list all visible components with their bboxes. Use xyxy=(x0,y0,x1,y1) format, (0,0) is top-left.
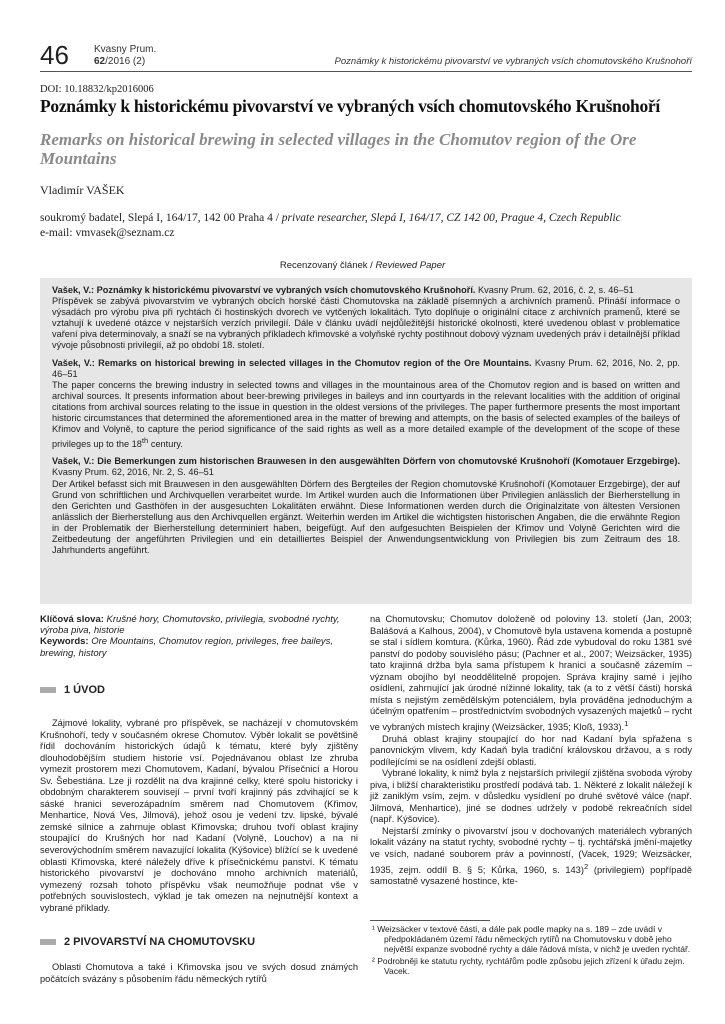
abstract-english-heading: Vašek, V.: Remarks on historical brewing in selected villages in the Chomutov region of the Ore Mountains. xyxy=(52,357,532,368)
right-column xyxy=(370,614,692,888)
section-1-paragraph: Zájmové lokality, vybrané pro příspěvek, se nacházejí v chomutovském Krušnohoří, tedy v současném okrese Chomutov. Výběr lokalit se povětšině řídil dochováním historických údajů k tématu, které byly zjištěny dlouhodobějším studiem historie vsí. Pojednávanou oblast lze zhruba vymezit prostorem mezi Chomutovem, Kadaní, bývalou Přísečnicí a Horou Sv. Šebestiána. Lze ji rozdělit na dva krajinné celky, které spolu historicky i obdobným charakterem souvisejí – první tvoří krajinný pás zdvihající se k sáské hranici severozápadním směrem nad Chomutovem (Křimov, Menhartice, Nová Ves, Jilmová), jehož osou je vedení tzv. lipské, bývalé zemské silnice a zahrnuje oblast Křimovska; druhou tvoří oblast krajiny stoupající do Krušných hor nad Kadaní (Volyně, Louchov) a na ni severovýchodním směrem navazující lokalita (Kýšovice) blížící se k uvedené oblasti Křimovska, které náležely dříve k přísečnickému panství. K tématu historického pivovarství je dochováno mnoho archivních materiálů, vymezený rozsah tohoto příspěvku však neumožňuje podnat vše v potřebných souvislostech, výklad je tak omezen na nejnutnější kontext a vybrané příklady. xyxy=(40,718,358,913)
abstract-german-text: Der Artikel befasst sich mit Brauwesen in den ausgewählten Dörfern des Bergteiles der Region chomutovské Krušnohoří (Komotauer Erzgebirge), der auf Grund von schriftlichen und Archivquellen verarbeitet wurde. Im Artikel wurden auch die Informationen über Privilegien anlässlich der Bierherstellung in den Gerichten und Gasthöfen in der ausgesuchten Lokalitäten erwähnt. Diese Informationen werden durch die Originalzitate von ältesten Versionen anlässlich der Bierherstellung aus den Archivquellen ergänzt. Weiterhin werden im Artikel die wichtigsten historischen Angaben, die die erwähnte Region in der Problematik der Bierherstellung determiniert haben, beigefügt. Auf den aufgesuchten Beispielen der Křimov und Volyně Gerichten wird die Zeitbedeutung der angeführten Privilegien und ein detailliertes Beispiel der Anwendungsentwicklung von Privilegien bis zum Zeitraum des 18. Jahrhunderts angeführt. xyxy=(52,478,680,556)
section-heading-1-text: 1 ÚVOD xyxy=(64,684,105,696)
page-number: 46 xyxy=(40,40,69,70)
affiliation xyxy=(40,211,700,241)
keywords-czech xyxy=(40,614,360,636)
journal-issue-number: /2016 (2) xyxy=(105,56,146,67)
email: e-mail: vmvasek@seznam.cz xyxy=(40,227,175,239)
right-paragraph-4 xyxy=(370,826,692,888)
abstract-english-text: The paper concerns the brewing industry in selected towns and villages in the mountainous area of the Chomutov region and is based on written and archival sources. It presents information about beer-brewing privileges in baileys and inn courtyards in the relevant localities with the addition of original citations from archival sources relating to the issue in question in the oldest versions of the privileges. The paper furthermore presents the most important historic circumstances that determined the aforementioned area in the matter of brewing and attempts, on the basis of selected examples of the baileys of Křimov and Volyně, to capture the period significance of the said rights as well as a more detailed example of the development of the scope of these privileges up to the 18 xyxy=(52,379,680,450)
abstract-english-end: century. xyxy=(148,439,183,450)
section-heading-2 xyxy=(40,936,255,948)
section-1-text xyxy=(40,718,358,914)
reviewed-czech: Recenzovaný článek / xyxy=(279,260,376,271)
right-paragraph-4-end: (privilegiem) popřípadě samostatně vysazené hostince, kte- xyxy=(370,864,692,887)
doi: DOI: 10.18832/kp2016006 xyxy=(40,84,154,95)
affiliation-czech: soukromý badatel, Slepá I, 164/17, 142 00 Praha 4 / xyxy=(40,212,282,224)
section-heading-2-text: 2 PIVOVARSTVÍ NA CHOMUTOVSKU xyxy=(64,936,256,948)
abstract-english-superscript: th xyxy=(141,436,149,446)
abstract-czech xyxy=(52,285,680,352)
abstract-box xyxy=(40,278,692,604)
abstract-czech-text: Příspěvek se zabývá pivovarstvím ve vybraných obcích horské části Chomutovska na základě písemných a archivních pramenů. Přináší informace o výsadách pro výrobu piva při rychtách či hostinských dvorech ve vytčených lokalitách. Tyto doplňuje o originální citace z archivních pramenů, které se vztahují k uvedené otázce v nejstarších verzích privilegií. Dále v článku uvádí nejdůležitější historické okolnosti, které uvedenou oblast v problematice vaření piva determinovaly, a snaží se na vybraných příkladech křimovské a volyňské rychty postihnout dobový význam uvedených práv i detailnější příklad vývoje působnosti privilegií, až po období 18. století. xyxy=(52,296,680,351)
abstract-czech-ref: Kvasny Prum. 62, 2016, č. 2, s. 46–51 xyxy=(475,285,634,295)
heading-bar xyxy=(40,939,56,945)
right-paragraph-2: Druhá oblast krajiny stoupající do hor nad Kadaní byla spřažena s panovnickým vlivem, kdy Kadaň byla tradiční královskou državou, a s rody podílejícími se na osídlení zdejší oblasti. xyxy=(370,733,692,767)
footnote-1: ¹ Weizsäcker v textové části, a dále pak podle mapky na s. 189 – zde uvádí v předpokládaném území řádu německých rytířů na Chomutovsku v době jeho největší expanze svobodné rychty a dále řádová místa, v nichž je uveden rychtář. xyxy=(372,924,691,954)
title-czech: Poznámky k historickému pivovarství ve vybraných vsích chomutovského Krušnohoří xyxy=(40,96,660,116)
keywords-english xyxy=(40,636,360,658)
keywords-english-text: Ore Mountains, Chomutov region, privileges, free baileys, brewing, history xyxy=(40,636,334,659)
abstract-german-ref: Kvasny Prum. 62, 2016, Nr. 2, S. 46–51 xyxy=(52,467,214,478)
keywords-czech-label: Klíčová slova: xyxy=(40,614,104,625)
footnote-divider xyxy=(370,920,490,921)
footnote-2: ² Podrobněji ke statutu rychty, rychtářům podle způsobu jejich zřízení k úřadu zejm. Vacek. xyxy=(372,956,685,976)
abstract-czech-heading: Vašek, V.: Poznámky k historickému pivovarství ve vybraných vsích chomutovského Krušnohoří. xyxy=(52,285,476,295)
journal-name: Kvasny Prum. xyxy=(94,44,157,55)
journal-issue xyxy=(94,56,156,68)
footnote-ref-1: 1 xyxy=(624,718,629,728)
header-divider xyxy=(40,71,692,72)
abstract-german-heading: Vašek, V.: Die Bemerkungen zum historischen Brauwesen in den ausgewählten Dörfern von chomutovské Krušnohoří (Komotauer Erzgebirge). xyxy=(52,456,680,467)
heading-bar xyxy=(40,687,56,693)
abstract-english-ref: Kvasny Prum. 62, 2016, No. 2, pp. 46–51 xyxy=(52,357,680,379)
right-paragraph-4-text: Nejstarší zmínky o pivovarství jsou v dochovaných materiálech vybraných lokalit vázány na statut rychty, svobodné rychty – tj. rychtářská jmění-majetky ve vsích, nadané souborem práv a povinností, (Vacek, 1929; Weizsäcker, 1935, zejm. oddíl B. § 5; Kůrka, 1960, s. 143) xyxy=(370,825,692,875)
author: Vladimír VAŠEK xyxy=(40,183,125,197)
footnote-ref-2: 2 xyxy=(583,861,589,871)
keywords xyxy=(40,614,360,659)
abstract-german xyxy=(52,456,680,556)
abstract-english xyxy=(52,358,680,451)
reviewed-english: Reviewed Paper xyxy=(375,260,446,271)
journal-info xyxy=(94,44,156,68)
right-paragraph-3: Vybrané lokality, k nimž byla z nejstarších privilegií zjištěna svoboda výroby piva, i bližší charakteristiku prostředí podává tab. 1. Některé z lokalit náležejí k již zaniklým vsím, zejm. v důsledku vysídlení po druhé světové válce (např. Jilmová, Menhartice), jiné se dodnes udržely v podobě rekreačních sídel (např. Kýšovice). xyxy=(370,768,692,825)
journal-volume: 62 xyxy=(94,56,106,67)
right-paragraph-1-text: na Chomutovsku; Chomutov doloženě od poloviny 13. století (Jan, 2003; Balášová a Kalhous, 2004), v Chomutově byla ustavena komenda a postupně se stal i sídlem komtura. (Kůrka, 1960). Řád zde vybudoval do roku 1381 své panství do podoby souvislého pásu; (Pachner et al., 2007; Weizsäcker, 1935) tato krajinná držba byla sama přístupem k hranici a současně zázemím – význam obojího byl neoddělitelně propojen. Správa krajiny samé i jejího osídlení, zahrnující jak úrodné nížinné lokality, tak (a to z větší části) horská místa s nejistým zemědělským potenciálem, byla prováděna jednoduchým a účelným opatřením – prostřednictvím svobodných vysazených majetků – rycht ve vybraných místech krajiny (Weizsäcker, 1935; Kloß, 1933). xyxy=(370,614,692,733)
running-title: Poznámky k historickému pivovarství ve vybraných vsích chomutovského Krušnohoří xyxy=(334,56,692,67)
keywords-english-label: Keywords: xyxy=(40,636,89,648)
section-2-text xyxy=(40,962,358,985)
reviewed-label xyxy=(0,260,725,271)
footnotes xyxy=(370,924,692,978)
keywords-czech-text: Krušné hory, Chomutovsko, privilegia, svobodné rychty, výroba piva, historie xyxy=(40,614,340,637)
right-paragraph-1 xyxy=(370,614,692,734)
section-heading-1 xyxy=(40,684,105,696)
title-english: Remarks on historical brewing in selected villages in the Chomutov region of the Ore Mountains xyxy=(40,130,637,168)
affiliation-english: private researcher, Slepá I, 164/17, CZ 142 00, Prague 4, Czech Republic xyxy=(281,212,621,224)
section-2-paragraph: Oblasti Chomutova a také i Křimovska jsou ve svých dosud známých počátcích svázány s působením řádu německých rytířů xyxy=(40,962,358,984)
